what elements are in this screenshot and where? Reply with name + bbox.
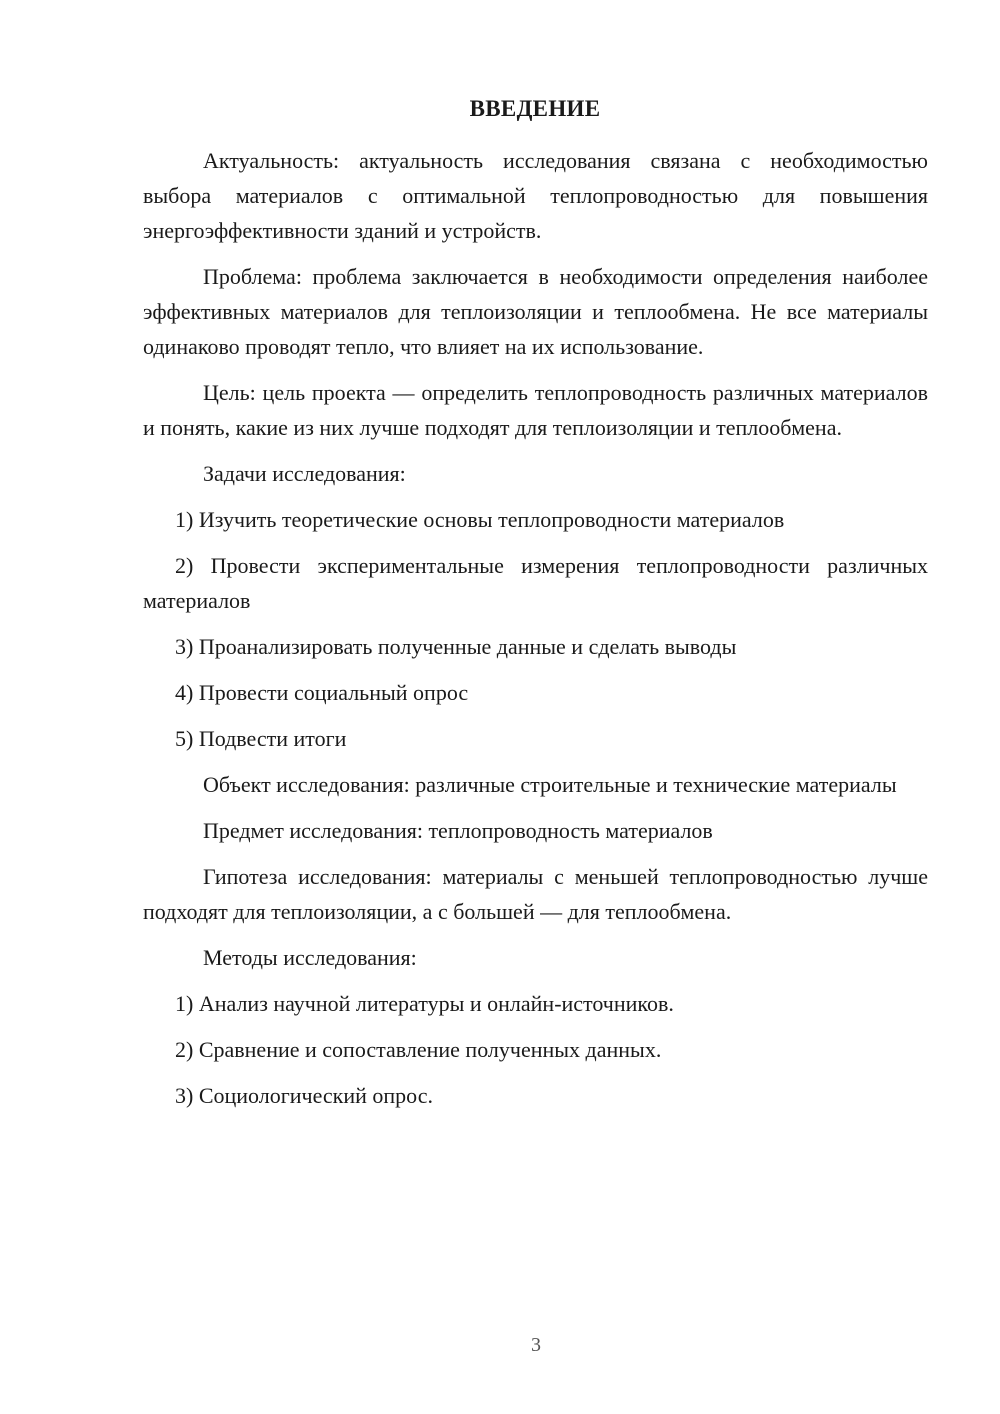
paragraph-methods-heading: Методы исследования: — [203, 945, 417, 970]
paragraph-goal: Цель: цель проекта — определить теплопроводность различных материалов и понять, какие из них лучше подходят для теплоизоляции и теплообмена. — [143, 380, 928, 440]
task-item: 5) Подвести итоги — [175, 726, 347, 751]
method-item: 2) Сравнение и сопоставление полученных данных. — [175, 1037, 662, 1062]
paragraph-object: Объект исследования: различные строительные и технические материалы — [203, 772, 897, 797]
task-item: 3) Проанализировать полученные данные и сделать выводы — [175, 634, 737, 659]
page-number: 3 — [531, 1334, 541, 1356]
paragraph-hypothesis: Гипотеза исследования: материалы с меньшей теплопроводностью лучше подходят для теплоизоляции, а с большей — для теплообмена. — [143, 864, 928, 924]
paragraph-subject: Предмет исследования: теплопроводность материалов — [203, 818, 713, 843]
paragraph-tasks-heading: Задачи исследования: — [203, 461, 406, 486]
method-item: 3) Социологический опрос. — [175, 1083, 433, 1108]
paragraph-problem: Проблема: проблема заключается в необходимости определения наиболее эффективных материалов для теплоизоляции и теплообмена. Не все материалы одинаково проводят тепло, что влияет на их использование. — [143, 264, 928, 359]
method-item: 1) Анализ научной литературы и онлайн-источников. — [175, 991, 674, 1016]
body-text — [143, 143, 928, 1124]
paragraph-relevance: Актуальность: актуальность исследования связана с необходимостью выбора материалов с оптимальной теплопроводностью для повышения энергоэффективности зданий и устройств. — [143, 148, 928, 243]
task-item: 1) Изучить теоретические основы теплопроводности материалов — [175, 507, 785, 532]
task-item: 4) Провести социальный опрос — [175, 680, 469, 705]
section-title: ВВЕДЕНИЕ — [469, 96, 601, 121]
task-item: 2) Провести экспериментальные измерения теплопроводности различных материалов — [143, 553, 928, 613]
